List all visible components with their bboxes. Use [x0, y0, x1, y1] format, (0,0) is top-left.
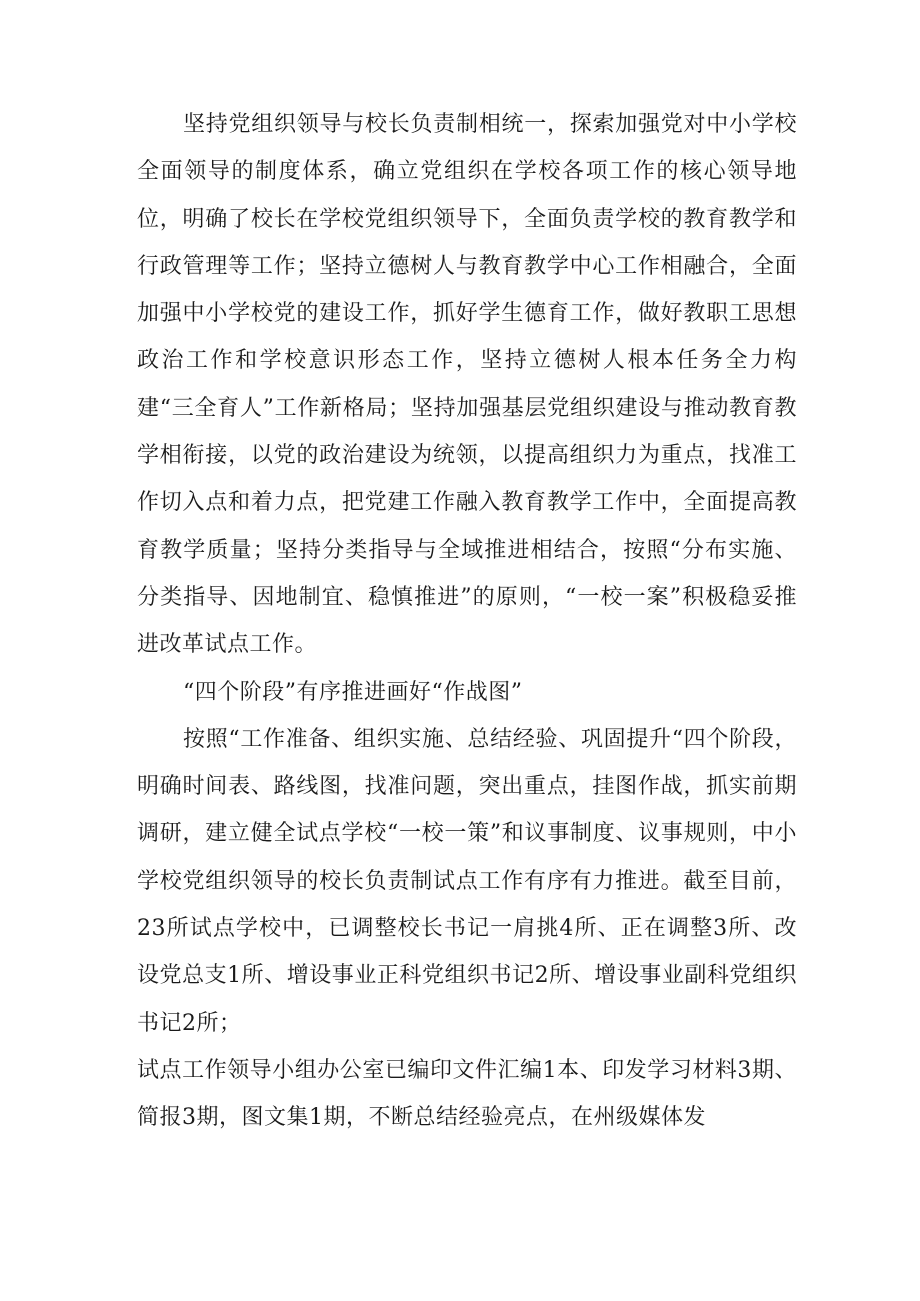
section-heading: “四个阶段”有序推进画好“作战图” [183, 679, 523, 705]
paragraph-office-materials: 试点工作领导小组办公室已编印文件汇编1本、印发学习材料3期、简报3期，图文集1期，不断总结经验亮点，在州级媒体发 [137, 1057, 797, 1131]
paragraph-party-leadership: 坚持党组织领导与校长负责制相统一，探索加强党对中小学校全面领导的制度体系，确立党组织在学校各项工作的核心领导地位，明确了校长在学校党组织领导下，全面负责学校的教育教学和行政管理等工作；坚持立德树人与教育教学中心工作相融合，全面加强中小学校党的建设工作，抓好学生德育工作，做好教职工思想政治工作和学校意识形态工作，坚持立德树人根本任务全力构建“三全育人”工作新格局；坚持加强基层党组织建设与推动教育教学相衔接，以党的政治建设为统领，以提高组织力为重点，找准工作切入点和着力点，把党建工作融入教育教学工作中，全面提高教育教学质量；坚持分类指导与全域推进相结合，按照“分布实施、分类指导、因地制宜、稳慎推进”的原则，“一校一案”积极稳妥推进改革试点工作。 [137, 112, 797, 658]
paragraph-four-stages: 按照“工作准备、组织实施、总结经验、巩固提升“四个阶段，明确时间表、路线图，找准问题，突出重点，挂图作战，抓实前期调研，建立健全试点学校“一校一策”和议事制度、议事规则，中小学校党组织领导的校长负责制试点工作有序有力推进。截至目前，23所试点学校中，已调整校长书记一肩挑4所、正在调整3所、改设党总支1所、增设事业正科党组织书记2所、增设事业副科党组织书记2所； [137, 726, 797, 1036]
document-page [137, 101, 797, 1142]
